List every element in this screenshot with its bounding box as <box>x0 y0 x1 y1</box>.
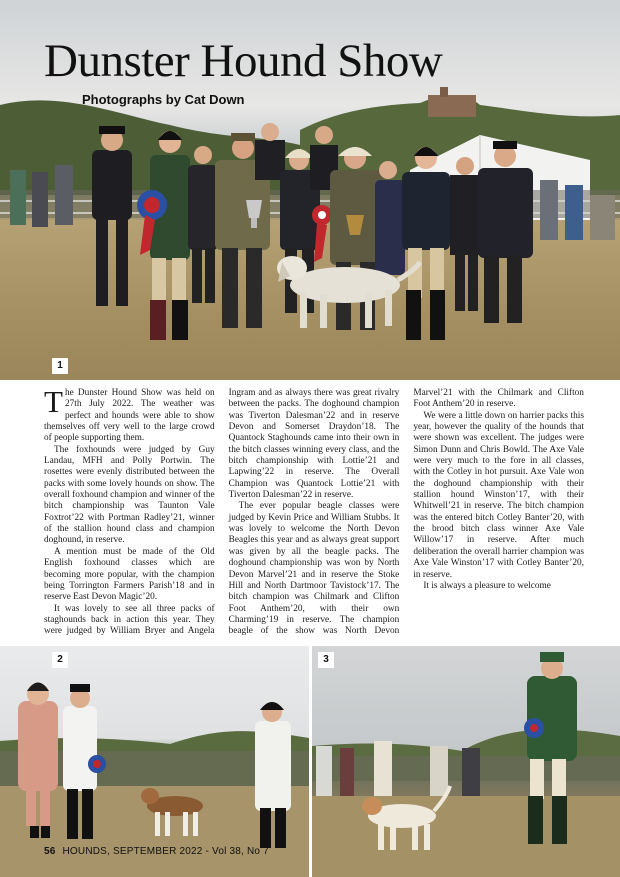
magazine-issue: HOUNDS, SEPTEMBER 2022 - Vol 38, No 7 <box>62 846 269 857</box>
photo-credit: Photographs by Cat Down <box>82 92 245 107</box>
photo-beagle-judging <box>0 646 309 877</box>
article-paragraph: The foxhounds were judged by Guy Landau, MFH and Polly Portwin. The rosettes were evenly distributed between the packs with some lovely hounds on show. The overall foxhound champion and winner of the bitch championship was Taunton Vale Foxtrot’22 with Portman Radley’21, winner of the stallion hound class and champion doghound, in reserve. <box>44 444 215 546</box>
drop-cap: T <box>44 384 63 419</box>
photo-number-badge: 1 <box>52 358 68 374</box>
page-number: 56 <box>44 846 56 857</box>
harrier-showing-graphic <box>312 646 620 877</box>
photo-number-badge: 3 <box>318 652 334 668</box>
beagle-judging-graphic <box>0 646 309 877</box>
photo-harrier-showing <box>312 646 620 877</box>
article-paragraph: It was lovely to see all three packs of staghounds back in action this year. They were judged by William Bryer and Angela Ingram and as always there was great rivalry between the packs. The doghound champion was Tiverton Dalesman’22 and in reserve Devon and Somerset Draydon’18. The Quantock Staghounds came into their own in the bitch classes winning every class, and the bitch championship with Lottie’21 and Lapwing’22 in reserve. The Overall Champion was Quantock Lottie’21 with Tiverton Dalesman’22 in reserve. <box>44 388 400 637</box>
article-paragraph: The ever popular beagle classes were judged by Kevin Price and William Stubbs. It was lovely to welcome the North Devon Beagles this year and as always great support was given by all the beagle packs. The doghound championship was won by North Devon Marvel’21 and in reserve the Stoke Hill and North Dartmoor Tavistock’17. The bitch champion was Chilmark and Clifton Foot Anthem’20, with their own Charming’19 in reserve. The champion beagle of the show was North Devon Marvel’21 with the Chilmark and Clifton Foot Anthem’20 in reserve. <box>228 388 584 637</box>
article-body <box>44 384 584 638</box>
article-paragraph: We were a little down on harrier packs this year, however the quality of the hounds that were shown was excellent. The judges were Simon Dunn and Chris Bowld. The Axe Vale were very much to the fore in all classes, with the Cotley in hot pursuit. Axe Vale won the doghound championship with their stallion hound Winston’17, with their Whitwell’21 in reserve. The bitch champion was the entered bitch Cotley Banter’20, with the brood bitch class winner Axe Vale Willow’17 in reserve. After much deliberation the overall harrier champion was Axe Vale Winston’17 with Cotley Banter’20, in reserve. <box>413 410 584 580</box>
article-paragraph: The Dunster Hound Show was held on 27th July 2022. The weather was perfect and hounds were able to show themselves off very well to the large crowd of people supporting them. <box>44 384 215 444</box>
article-paragraph: A mention must be made of the Old English foxhound classes which are becoming more popular, with the champion being Torrington Farmers Parish’18 and in reserve East Devon Magic’20. <box>44 546 215 603</box>
article-paragraph: It is always a pleasure to welcome <box>423 580 551 591</box>
page-footer <box>44 846 269 857</box>
photo-number-badge: 2 <box>52 652 68 668</box>
page-title: Dunster Hound Show <box>44 35 443 87</box>
hero-photo <box>0 0 620 380</box>
